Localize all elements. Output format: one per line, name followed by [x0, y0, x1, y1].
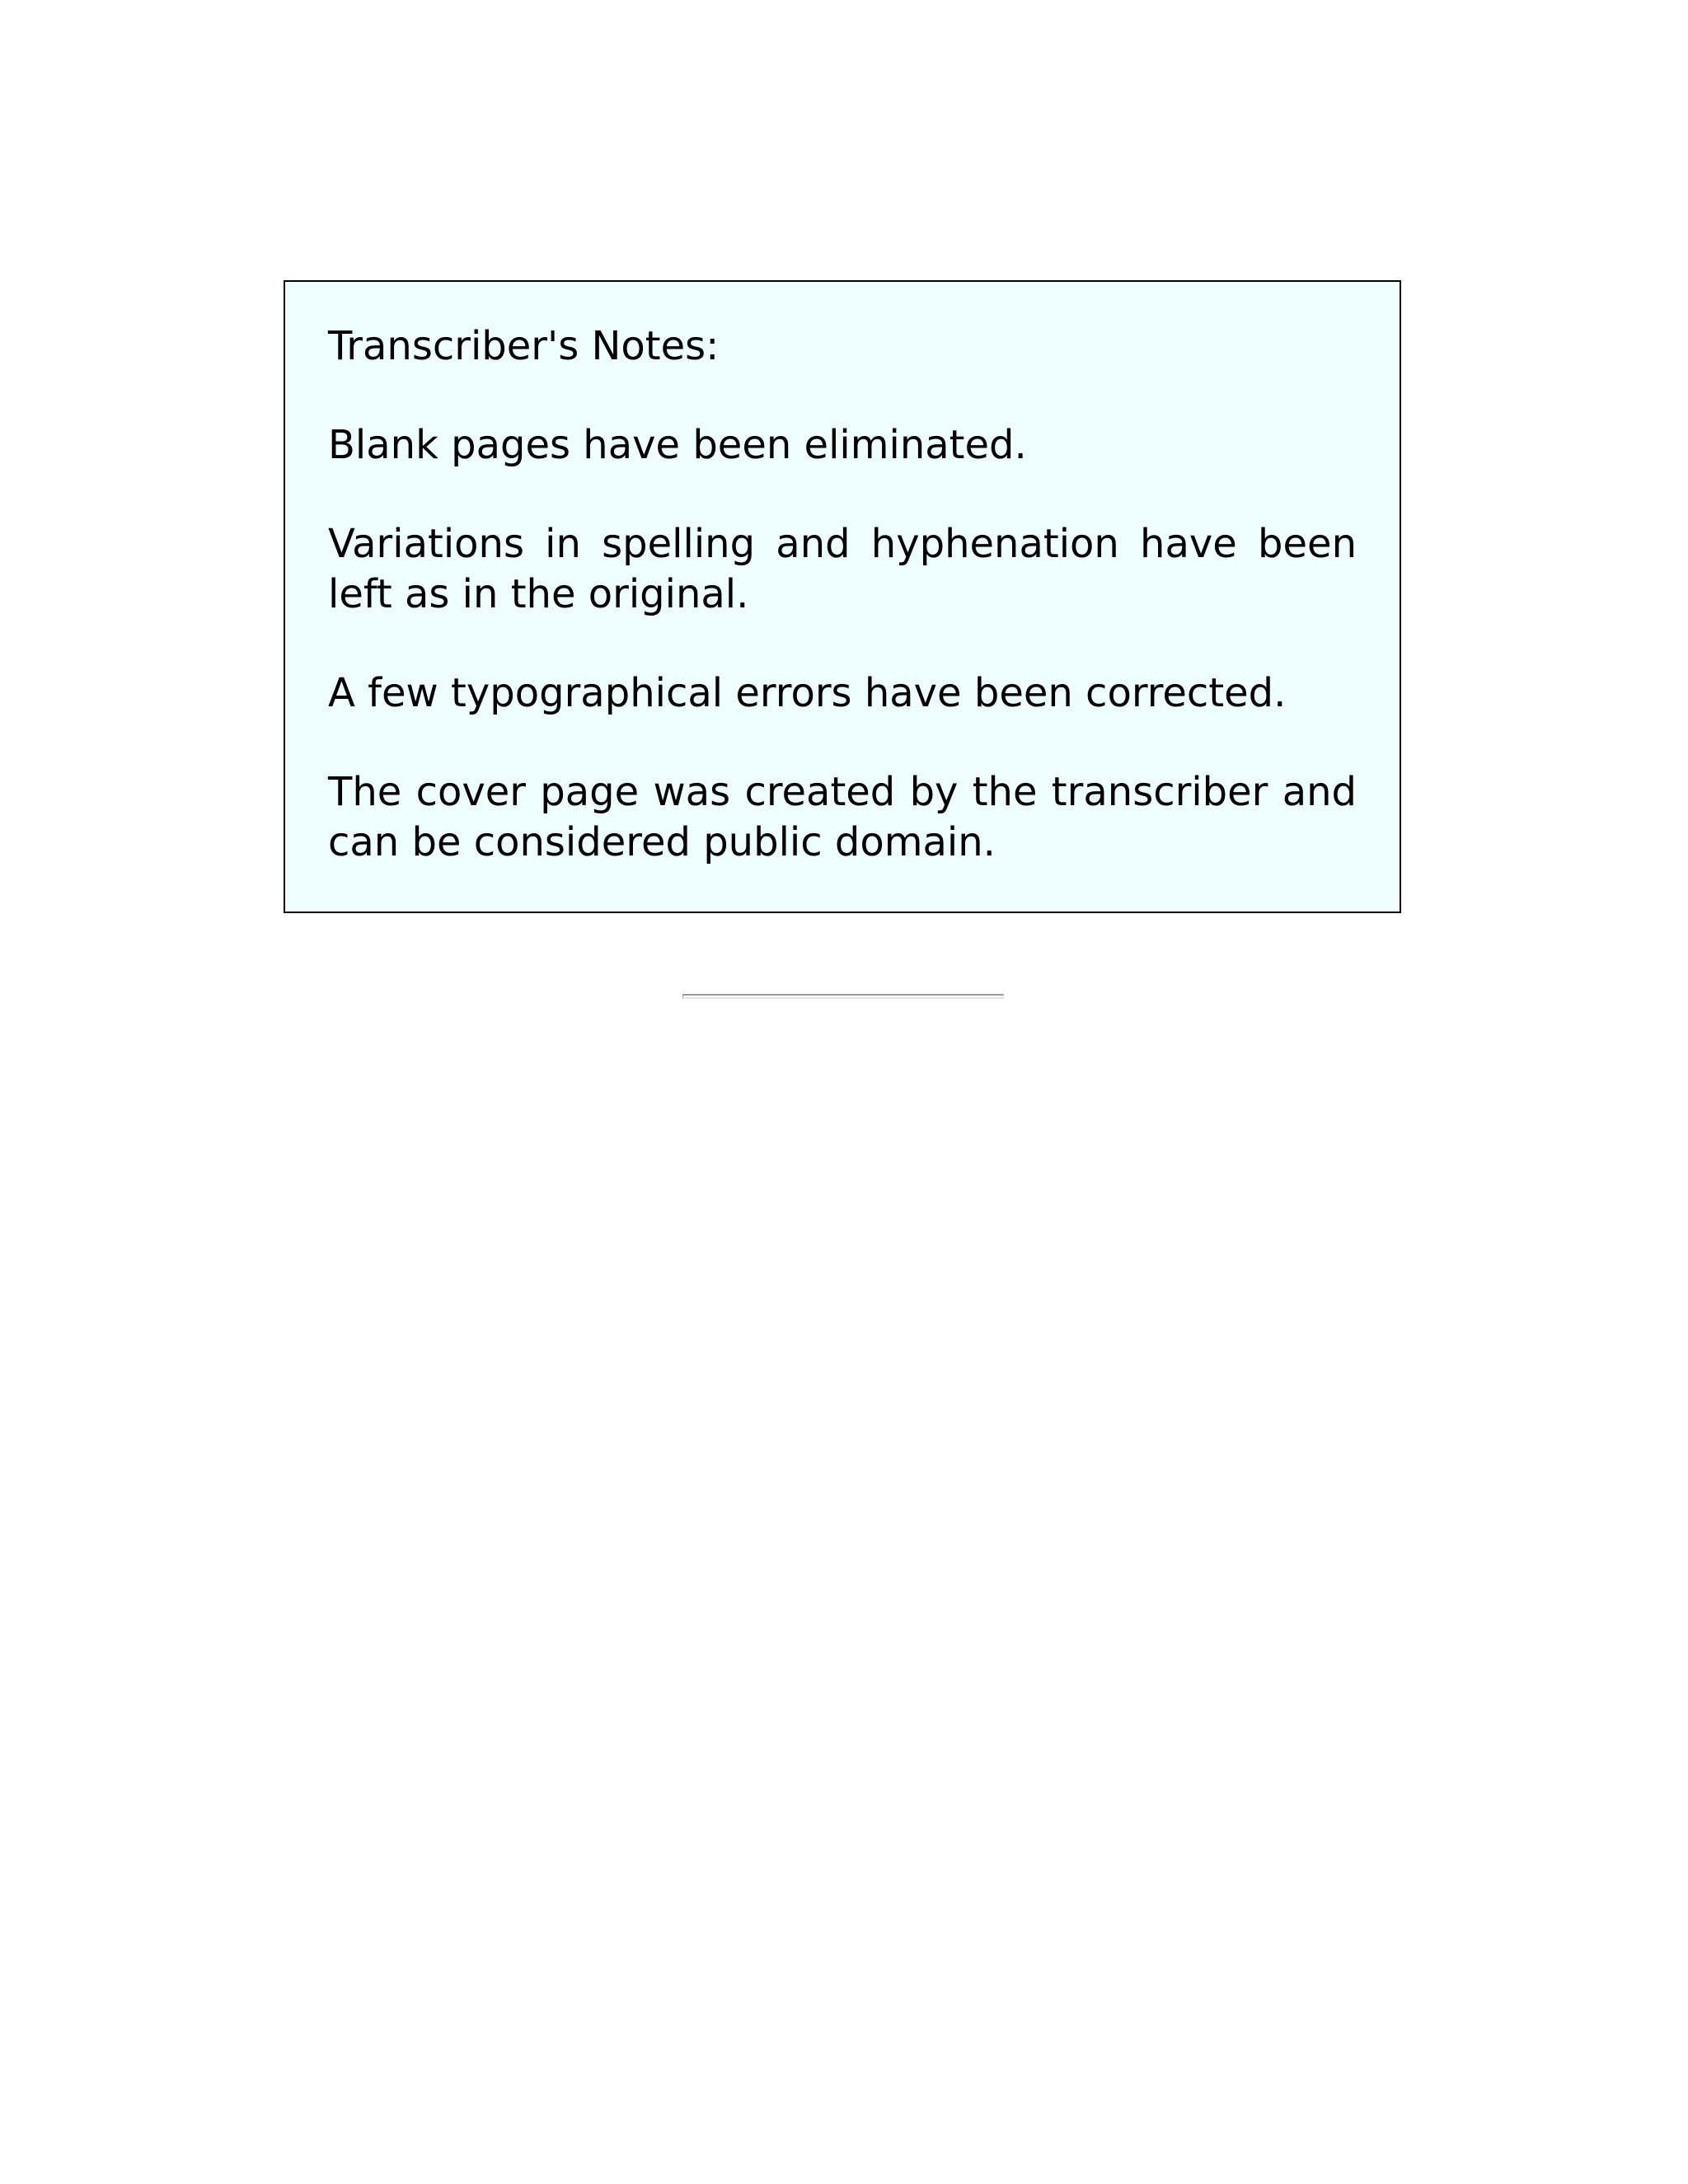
note-spelling-variations: Variations in spelling and hyphenation have been left as in the original.	[328, 521, 1357, 617]
horizontal-rule	[682, 994, 1004, 999]
note-cover-page: The cover page was created by the transcriber and can be considered public domain.	[328, 769, 1357, 865]
note-typographical-errors: A few typographical errors have been corrected.	[328, 670, 1287, 716]
note-blank-pages: Blank pages have been eliminated.	[328, 422, 1027, 468]
notes-heading: Transcriber's Notes:	[328, 323, 720, 369]
transcribers-notes-box	[284, 280, 1401, 913]
